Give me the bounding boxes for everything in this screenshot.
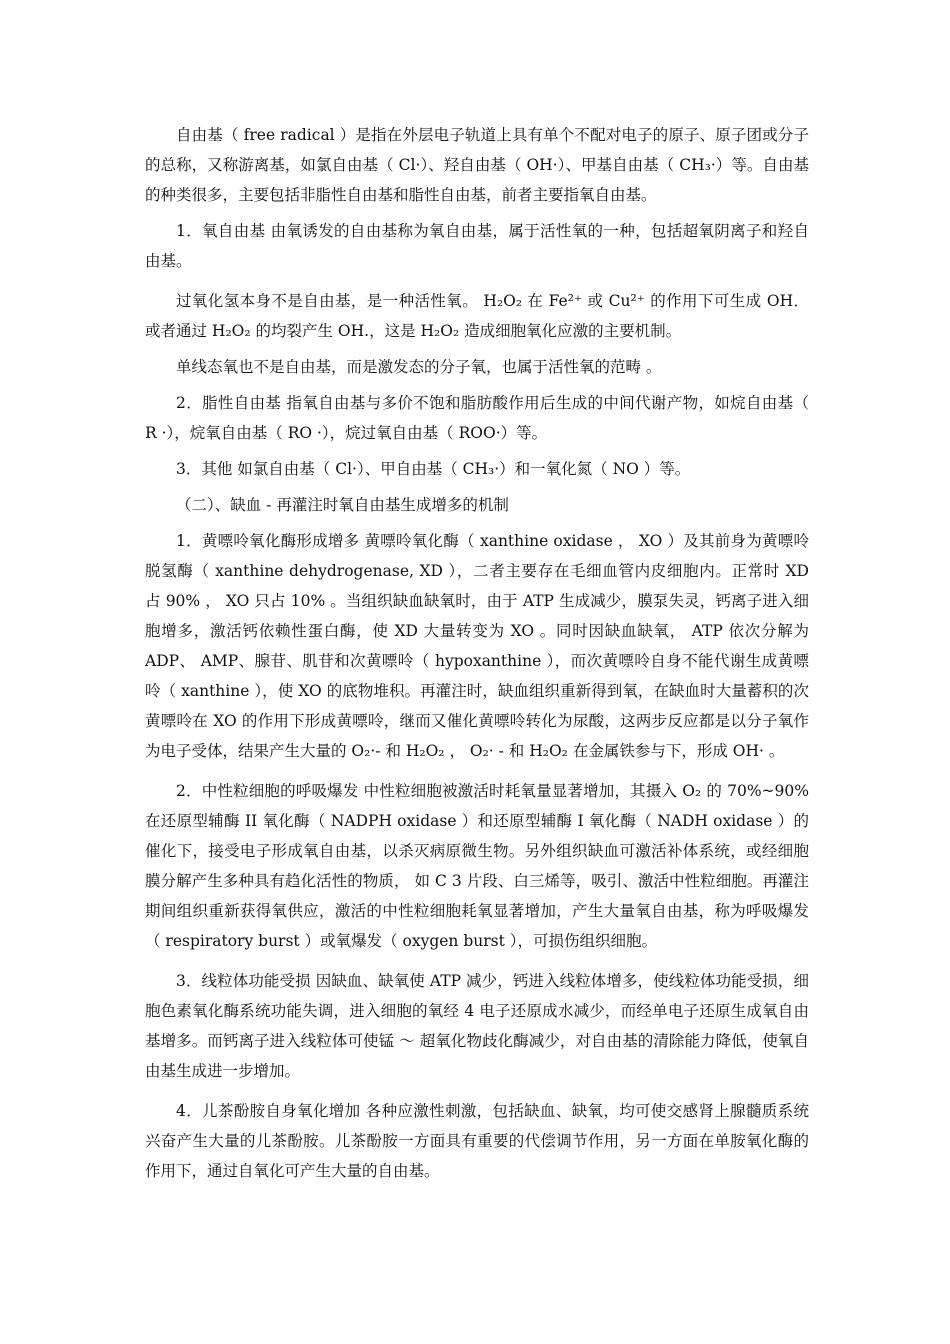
other-radicals-paragraph: 3．其他 如氯自由基（ Cl·）、甲自由基（ CH₃·）和一氧化氮（ NO ）等。 xyxy=(176,460,691,478)
mechanism-3-paragraph: 3．线粒体功能受损 因缺血、缺氧使 ATP 减少，钙进入线粒体增多，使线粒体功能受损，细胞色素氧化酶系统功能失调，进入细胞的氧经 4 电子还原成水减少，而经单电子还原生成氧自由基增多。而钙离子进入线粒体可使锰 ～ 超氧化物歧化酶减少，对自由基的清除能力降低，使氧自由基生成进一步增加。 xyxy=(145,972,809,1080)
mechanism-4-paragraph: 4．儿茶酚胺自身氧化增加 各种应激性刺激，包括缺血、缺氧，均可使交感肾上腺髓质系统兴奋产生大量的儿茶酚胺。儿茶酚胺一方面具有重要的代偿调节作用，另一方面在单胺氧化酶的作用下，通过自氧化可产生大量的自由基。 xyxy=(145,1102,809,1180)
hydrogen-peroxide-paragraph: 过氧化氢本身不是自由基，是一种活性氧。 H₂O₂ 在 Fe²⁺ 或 Cu²⁺ 的作用下可生成 OH．或者通过 H₂O₂ 的均裂产生 OH.，这是 H₂O₂ 造成细胞氧化应激的主要机制。 xyxy=(145,292,809,340)
singlet-oxygen-paragraph: 单线态氧也不是自由基，而是激发态的分子氧，也属于活性氧的范畴 。 xyxy=(176,358,662,376)
intro-paragraph: 自由基（ free radical ）是指在外层电子轨道上具有单个不配对电子的原子、原子团或分子的总称，又称游离基，如氯自由基（ Cl·）、羟自由基（ OH·）、甲基自由基（ CH₃·）等。自由基的种类很多，主要包括非脂性自由基和脂性自由基，前者主要指氧自由基。 xyxy=(145,126,809,204)
document-body xyxy=(145,120,809,1192)
lipid-radical-paragraph: 2．脂性自由基 指氧自由基与多价不饱和脂肪酸作用后生成的中间代谢产物，如烷自由基（ R ·），烷氧自由基（ RO ·），烷过氧自由基（ ROO·）等。 xyxy=(145,394,809,442)
mechanism-1-paragraph: 1．黄嘌呤氧化酶形成增多 黄嘌呤氧化酶（ xanthine oxidase ， XO ）及其前身为黄嘌呤脱氢酶（ xanthine dehydrogenase, XD ），二者主要存在毛细血管内皮细胞内。正常时 XD 占 90% ， XO 只占 10% 。当组织缺血缺氧时，由于 ATP 生成减少，膜泵失灵，钙离子进入细胞增多，激活钙依赖性蛋白酶，使 XD 大量转变为 XO 。同时因缺血缺氧， ATP 依次分解为 ADP、 AMP、腺苷、肌苷和次黄嘌呤（ hypoxanthine ），而次黄嘌呤自身不能代谢生成黄嘌呤（ xanthine ），使 XO 的底物堆积。再灌注时，缺血组织重新得到氧，在缺血时大量蓄积的次黄嘌呤在 XO 的作用下形成黄嘌呤，继而又催化黄嘌呤转化为尿酸，这两步反应都是以分子氧作为电子受体，结果产生大量的 O₂·- 和 H₂O₂ ， O₂· - 和 H₂O₂ 在金属铁参与下，形成 OH· 。 xyxy=(145,532,809,760)
oxygen-radical-paragraph: 1．氧自由基 由氧诱发的自由基称为氧自由基，属于活性氧的一种，包括超氧阴离子和羟自由基。 xyxy=(145,222,809,270)
section-title: （二）、缺血 - 再灌注时氧自由基生成增多的机制 xyxy=(176,496,509,514)
mechanism-2-paragraph: 2．中性粒细胞的呼吸爆发 中性粒细胞被激活时耗氧量显著增加，其摄入 O₂ 的 70%~90% 在还原型辅酶 II 氧化酶（ NADPH oxidase ）和还原型辅酶 I 氧化酶（ NADH oxidase ）的催化下，接受电子形成氧自由基，以杀灭病原微生物。另外组织缺血可激活补体系统，或经细胞膜分解产生多种具有趋化活性的物质， 如 C 3 片段、白三烯等，吸引、激活中性粒细胞。再灌注期间组织重新获得氧供应，激活的中性粒细胞耗氧显著增加，产生大量氧自由基，称为呼吸爆发（ respiratory burst ）或氧爆发（ oxygen burst ），可损伤组织细胞。 xyxy=(145,782,809,950)
